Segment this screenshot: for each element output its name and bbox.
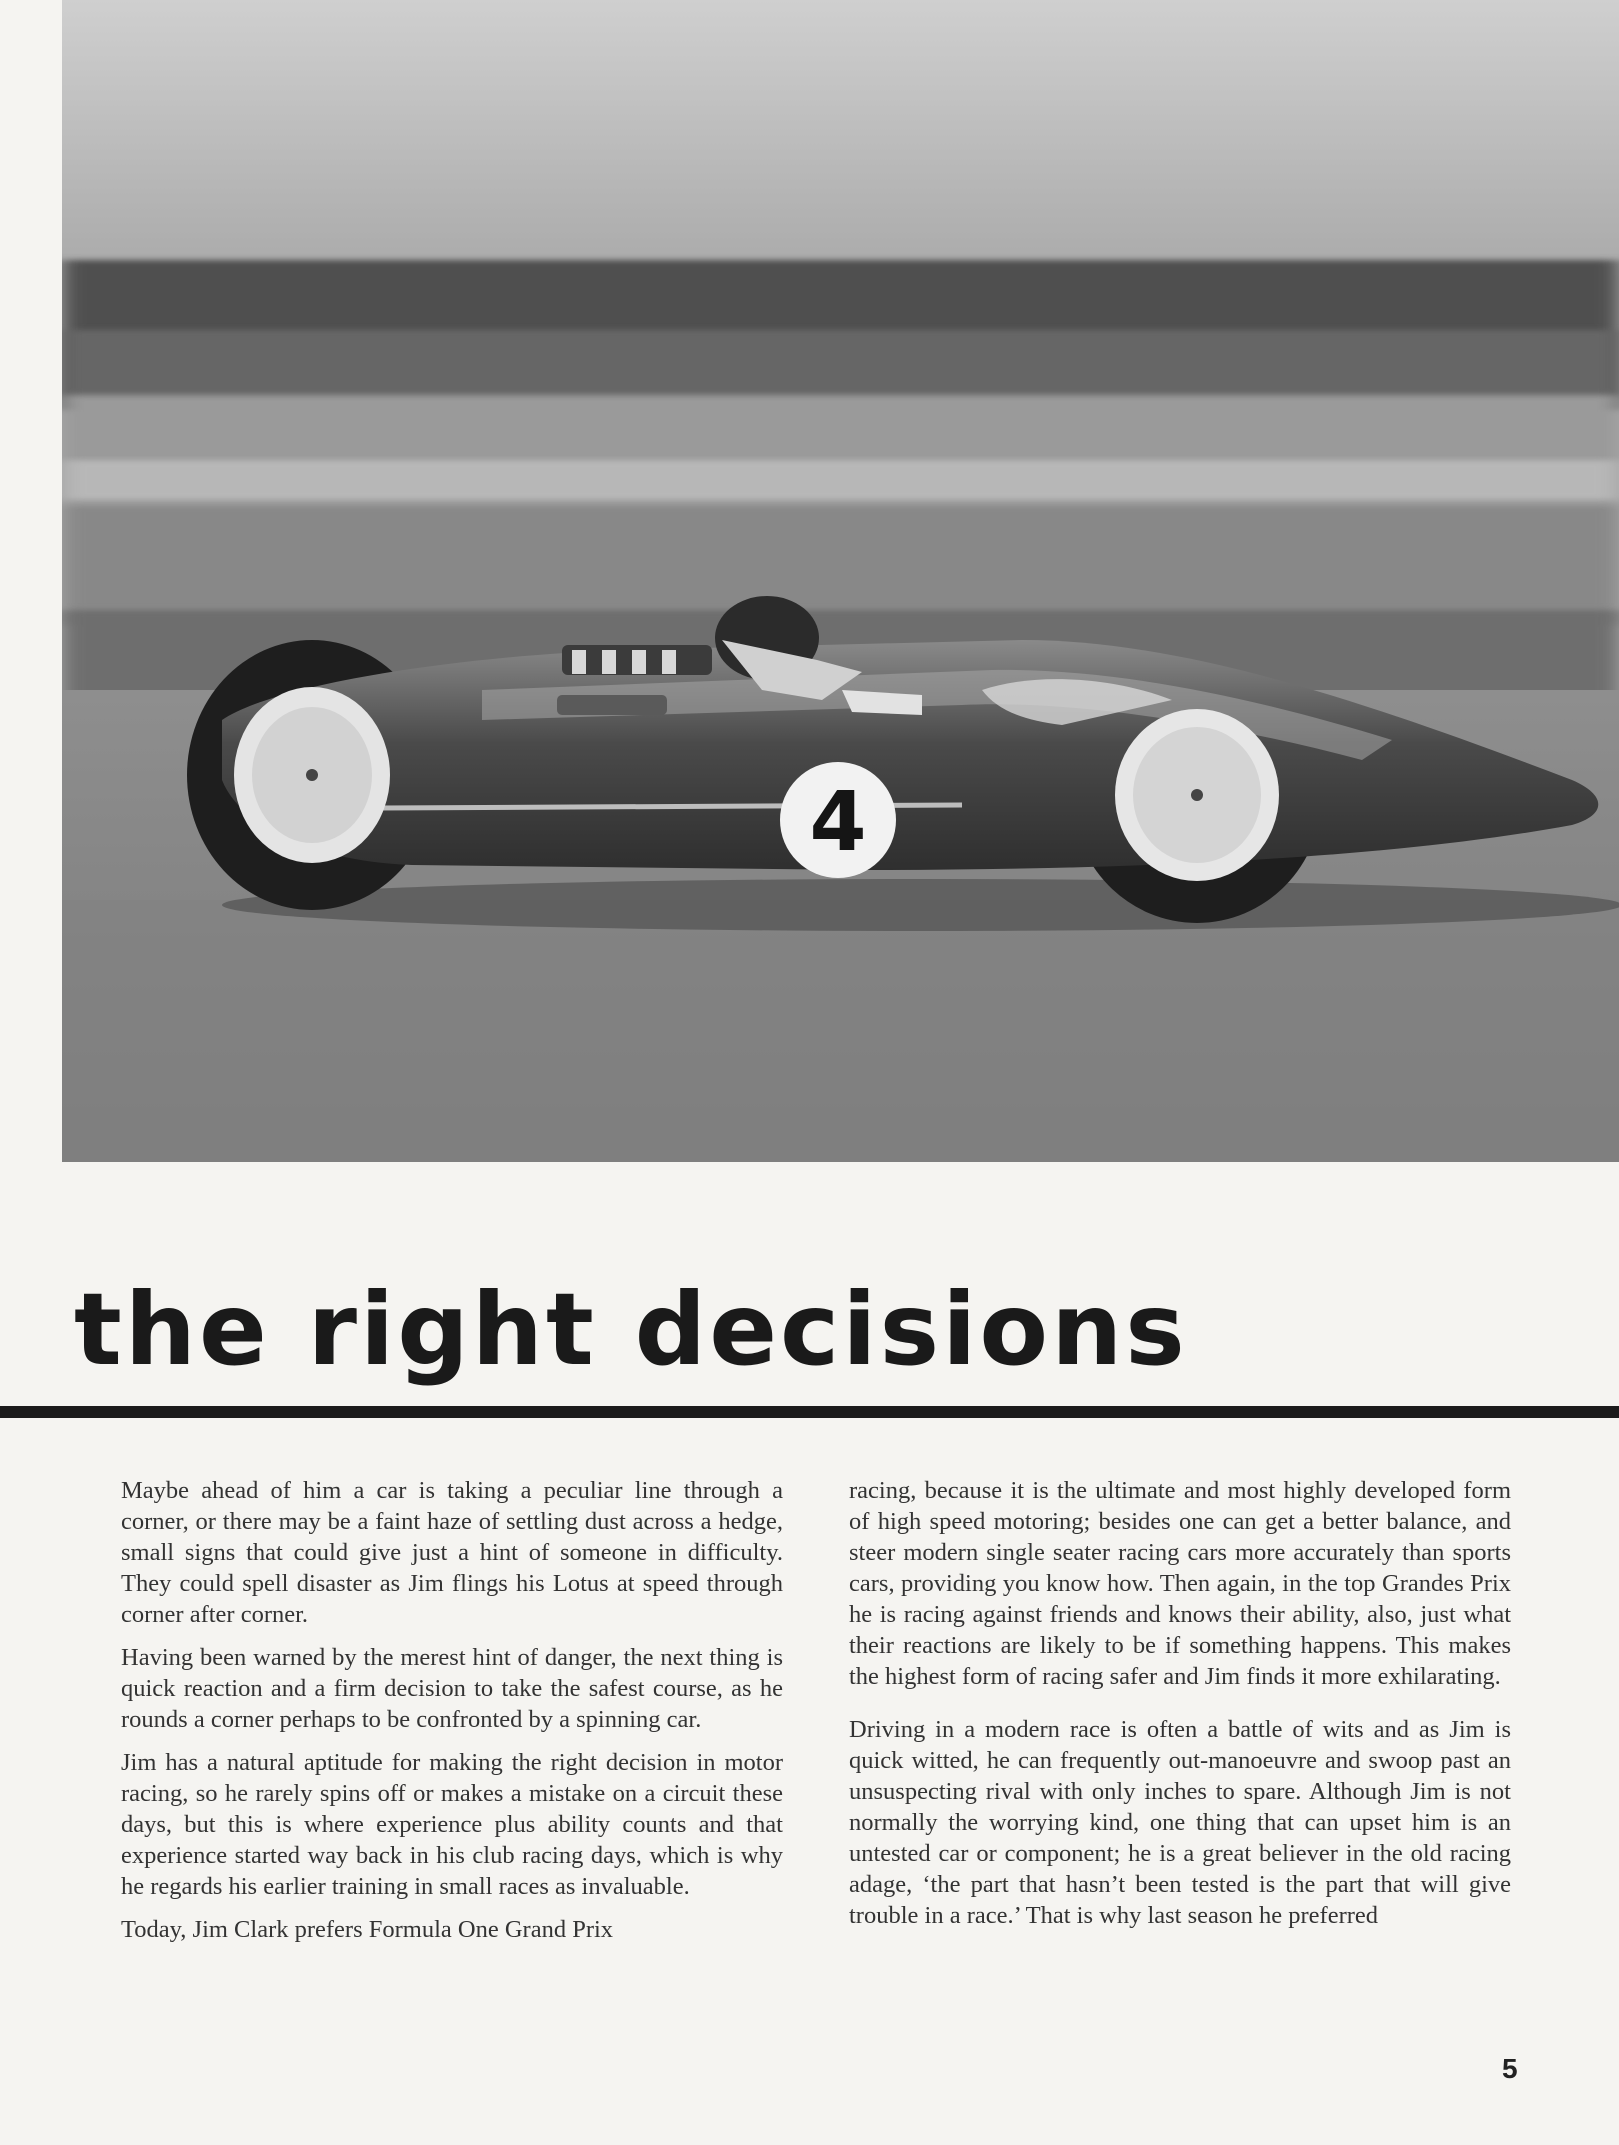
paragraph: Having been warned by the merest hint of danger, the next thing is quick reaction and a firm decision to take the safest course, as he rounds a corner perhaps to be confronted by a spinning car.: [121, 1644, 783, 1733]
left-column: [121, 1475, 783, 1957]
racing-car-photo: [62, 0, 1619, 1162]
article-headline: the right decisions: [74, 1271, 1188, 1388]
car-number: 4: [809, 775, 867, 870]
paragraph: Driving in a modern race is often a battle of wits and as Jim is quick witted, he can frequently out-manoeuvre and swoop past an unsuspecting rival with only inches to spare. Although Jim is not normally the worrying kind, one thing that can upset him is an untested car or component; he is a great believer in the old racing adage, ‘the part that hasn’t been tested is the part that will give trouble in a race.’ That is why last season he preferred: [849, 1716, 1511, 1929]
paragraph: racing, because it is the ultimate and most highly developed form of high speed motoring; besides one can get a better balance, and steer modern single seater racing cars more accurately than sports cars, providing you know how. Then again, in the top Grandes Prix he is racing against friends and knows their ability, also, just what their reactions are likely to be if something happens. This makes the highest form of racing safer and Jim finds it more exhilarating.: [849, 1477, 1511, 1690]
paragraph: Today, Jim Clark prefers Formula One Grand Prix: [121, 1916, 614, 1943]
headline-rule: [0, 1406, 1619, 1418]
page-number: 5: [1502, 2053, 1518, 2084]
paragraph: Jim has a natural aptitude for making the right decision in motor racing, so he rarely spins off or makes a mistake on a circuit these days, but this is where experience plus ability counts and that experience started way back in his club racing days, which is why he regards his earlier training in small races as invaluable.: [121, 1749, 783, 1900]
racing-car-illustration: [62, 0, 1619, 1162]
right-column: [849, 1475, 1511, 1943]
paragraph: Maybe ahead of him a car is taking a peculiar line through a corner, or there may be a faint haze of settling dust across a hedge, small signs that could give just a hint of someone in difficulty. They could spell disaster as Jim flings his Lotus at speed through corner after corner.: [121, 1477, 783, 1628]
